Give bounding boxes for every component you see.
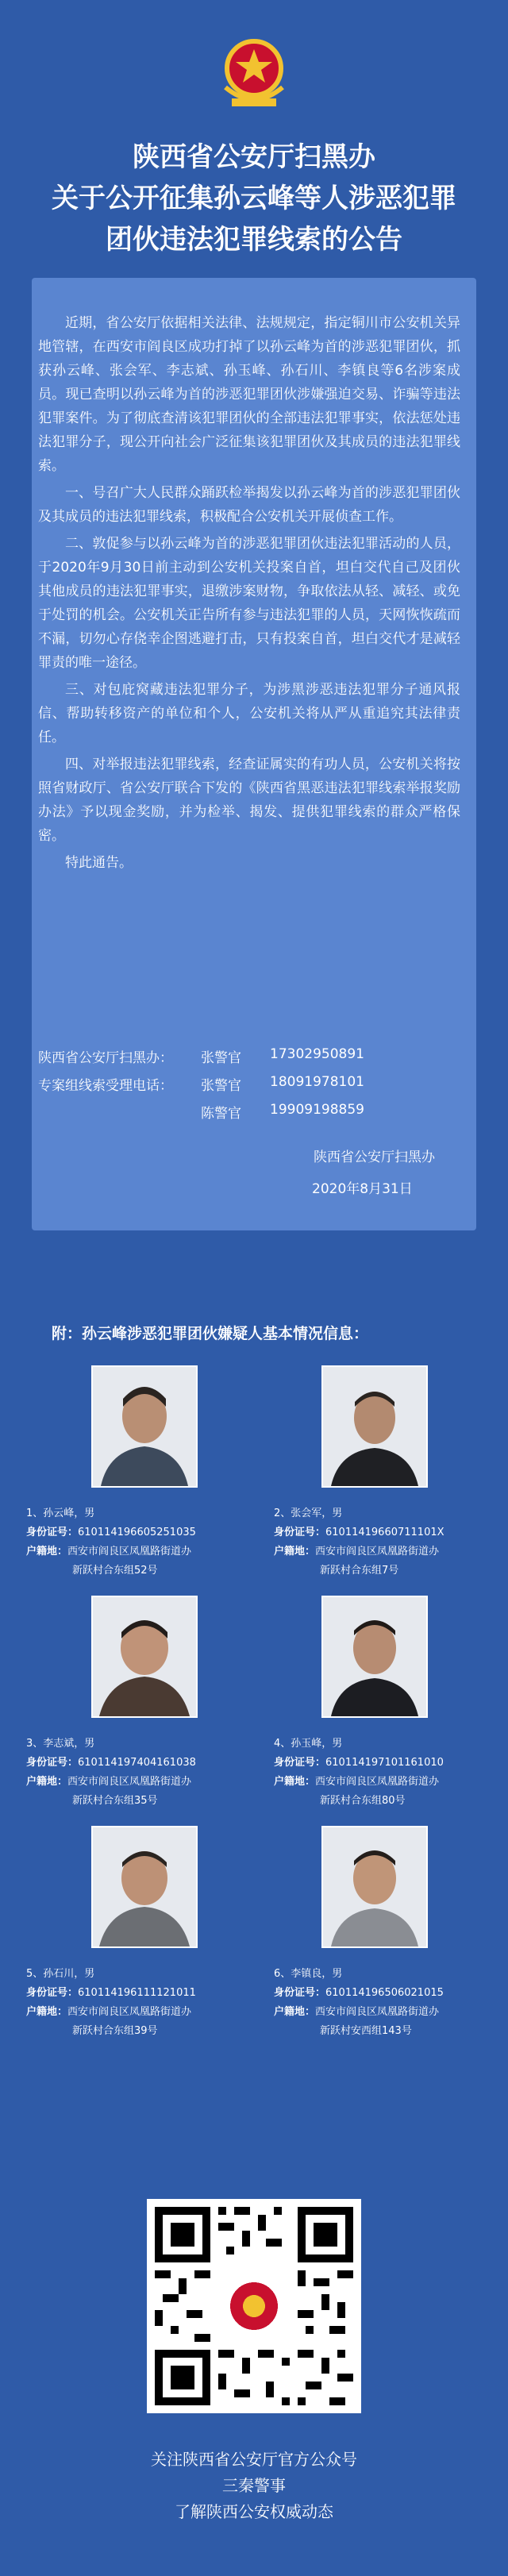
id-label: 身份证号： — [26, 1987, 79, 1999]
household-line: 新跃村合东组39号 — [72, 2025, 158, 2037]
contact-phone: 18091978101 — [270, 1074, 364, 1090]
household-line: 西安市阎良区凤凰路街道办 — [315, 2006, 440, 2018]
suspect-name: 1、孙云峰，男 — [26, 1507, 95, 1519]
title-line-2: 关于公开征集孙云峰等人涉恶犯罪 — [52, 183, 456, 214]
contact-label: 陕西省公安厅扫黑办： — [38, 1050, 173, 1066]
title-line-3: 团伙违法犯罪线索的公告 — [106, 224, 402, 256]
annex-heading: 附：孙云峰涉恶犯罪团伙嫌疑人基本情况信息： — [52, 1325, 369, 1342]
household-line: 新跃村合东组35号 — [72, 1795, 158, 1807]
suspect-info — [274, 1504, 504, 1581]
id-label: 身份证号： — [274, 1527, 326, 1538]
suspect-photo — [91, 1826, 198, 1948]
notice-paragraph: 二、敦促参与以孙云峰为首的涉恶犯罪团伙违法犯罪活动的人员，于2020年9月30日前主动到公安机关投案自首，坦白交代自己及团伙其他成员的违法犯罪事实，退缴涉案财物，争取依法从轻、减轻、或免于处罚的机会。公安机关正告所有参与违法犯罪的人员，天网恢恢疏而不漏，切勿心存侥幸企图逃避打击，只有投案自首，坦白交代才是减轻罪责的唯一途径。 — [38, 536, 460, 671]
notice-paragraph: 特此通告。 — [65, 855, 133, 871]
notice-body — [38, 311, 460, 875]
id-number: 610114196506021015 — [325, 1987, 444, 1999]
notice-paragraph: 近期，省公安厅依据相关法律、法规规定，指定铜川市公安机关异地管辖，在西安市阎良区成功打掉了以孙云峰为首的涉恶犯罪团伙，抓获孙云峰、张会军、李志斌、孙玉峰、孙石川、李镇良等6名涉案成员。现已查明以孙云峰为首的涉恶犯罪团伙涉嫌强迫交易、诈骗等违法犯罪案件。为了彻底查清该犯罪团伙的全部违法犯罪事实，依法惩处违法犯罪分子，现公开向社会广泛征集该犯罪团伙及其成员的违法犯罪线索。 — [38, 315, 460, 474]
contact-label: 专案组线索受理电话： — [38, 1078, 173, 1094]
household-line: 新跃村合东组80号 — [320, 1795, 406, 1807]
household-line: 西安市阎良区凤凰路街道办 — [67, 1546, 192, 1558]
notice-paragraph: 四、对举报违法犯罪线索，经查证属实的有功人员，公安机关将按照省财政厅、省公安厅联合下发的《陕西省黑恶违法犯罪线索举报奖励办法》予以现金奖励，并为检举、揭发、提供犯罪线索的群众严格保密。 — [38, 757, 460, 844]
contact-officer: 陈警官 — [201, 1106, 241, 1122]
footer-line-2: 三秦警事 — [222, 2476, 286, 2495]
police-emblem-icon — [214, 32, 294, 111]
id-number: 610114197404161038 — [78, 1757, 196, 1769]
contact-officer: 张警官 — [201, 1078, 241, 1094]
suspect-name: 2、张会军，男 — [274, 1507, 343, 1519]
suspect-info — [26, 1735, 256, 1811]
notice-paragraph: 三、对包庇窝藏违法犯罪分子，为涉黑涉恶违法犯罪分子通风报信、帮助转移资产的单位和个人，公安机关将从严从重追究其法律责任。 — [38, 682, 460, 745]
household-line: 西安市阎良区凤凰路街道办 — [67, 1776, 192, 1788]
id-label: 身份证号： — [274, 1757, 326, 1769]
household-label: 户籍地： — [26, 2006, 68, 2018]
id-label: 身份证号： — [26, 1757, 79, 1769]
id-number: 610114197101161010 — [325, 1757, 444, 1769]
signature-date: 2020年8月31日 — [312, 1181, 413, 1197]
suspect-info — [26, 1965, 256, 2041]
signature-org: 陕西省公安厅扫黑办 — [314, 1149, 435, 1165]
household-line: 西安市阎良区凤凰路街道办 — [67, 2006, 192, 2018]
household-line: 新跃村安西组143号 — [320, 2025, 412, 2037]
household-label: 户籍地： — [274, 1776, 316, 1788]
suspect-info — [26, 1504, 256, 1581]
suspect-photo — [321, 1596, 428, 1718]
suspect-info — [274, 1965, 504, 2041]
id-label: 身份证号： — [274, 1987, 326, 1999]
household-line: 西安市阎良区凤凰路街道办 — [315, 1546, 440, 1558]
qr-code-icon[interactable] — [147, 2199, 361, 2413]
suspect-photo — [91, 1596, 198, 1718]
id-number: 610114196111121011 — [78, 1987, 196, 1999]
suspect-name: 6、李镇良，男 — [274, 1968, 343, 1980]
household-line: 新跃村合东组52号 — [72, 1565, 158, 1577]
suspect-photo — [321, 1826, 428, 1948]
contact-officer: 张警官 — [201, 1050, 241, 1066]
footer-line-3: 了解陕西公安权威动态 — [175, 2502, 333, 2521]
household-label: 户籍地： — [274, 2006, 316, 2018]
household-line: 新跃村合东组7号 — [320, 1565, 399, 1577]
contact-phone: 19909198859 — [270, 1102, 364, 1118]
contact-phone: 17302950891 — [270, 1046, 364, 1062]
id-number: 610114196605251035 — [78, 1527, 196, 1538]
suspect-name: 5、孙石川，男 — [26, 1968, 95, 1980]
id-label: 身份证号： — [26, 1527, 79, 1538]
id-number: 61011419660711101X — [325, 1527, 444, 1538]
contact-row — [38, 1046, 173, 1066]
notice-paragraph: 一、号召广大人民群众踊跃检举揭发以孙云峰为首的涉恶犯罪团伙及其成员的违法犯罪线索，积极配合公安机关开展侦查工作。 — [38, 485, 460, 525]
suspect-photo — [91, 1365, 198, 1488]
footer-line-1: 关注陕西省公安厅官方公众号 — [151, 2450, 357, 2469]
household-line: 西安市阎良区凤凰路街道办 — [315, 1776, 440, 1788]
title-line-1: 陕西省公安厅扫黑办 — [133, 141, 375, 173]
suspect-photo — [321, 1365, 428, 1488]
suspect-info — [274, 1735, 504, 1811]
household-label: 户籍地： — [26, 1776, 68, 1788]
suspect-name: 3、李志斌，男 — [26, 1738, 95, 1750]
household-label: 户籍地： — [26, 1546, 68, 1558]
household-label: 户籍地： — [274, 1546, 316, 1558]
suspect-name: 4、孙玉峰，男 — [274, 1738, 343, 1750]
